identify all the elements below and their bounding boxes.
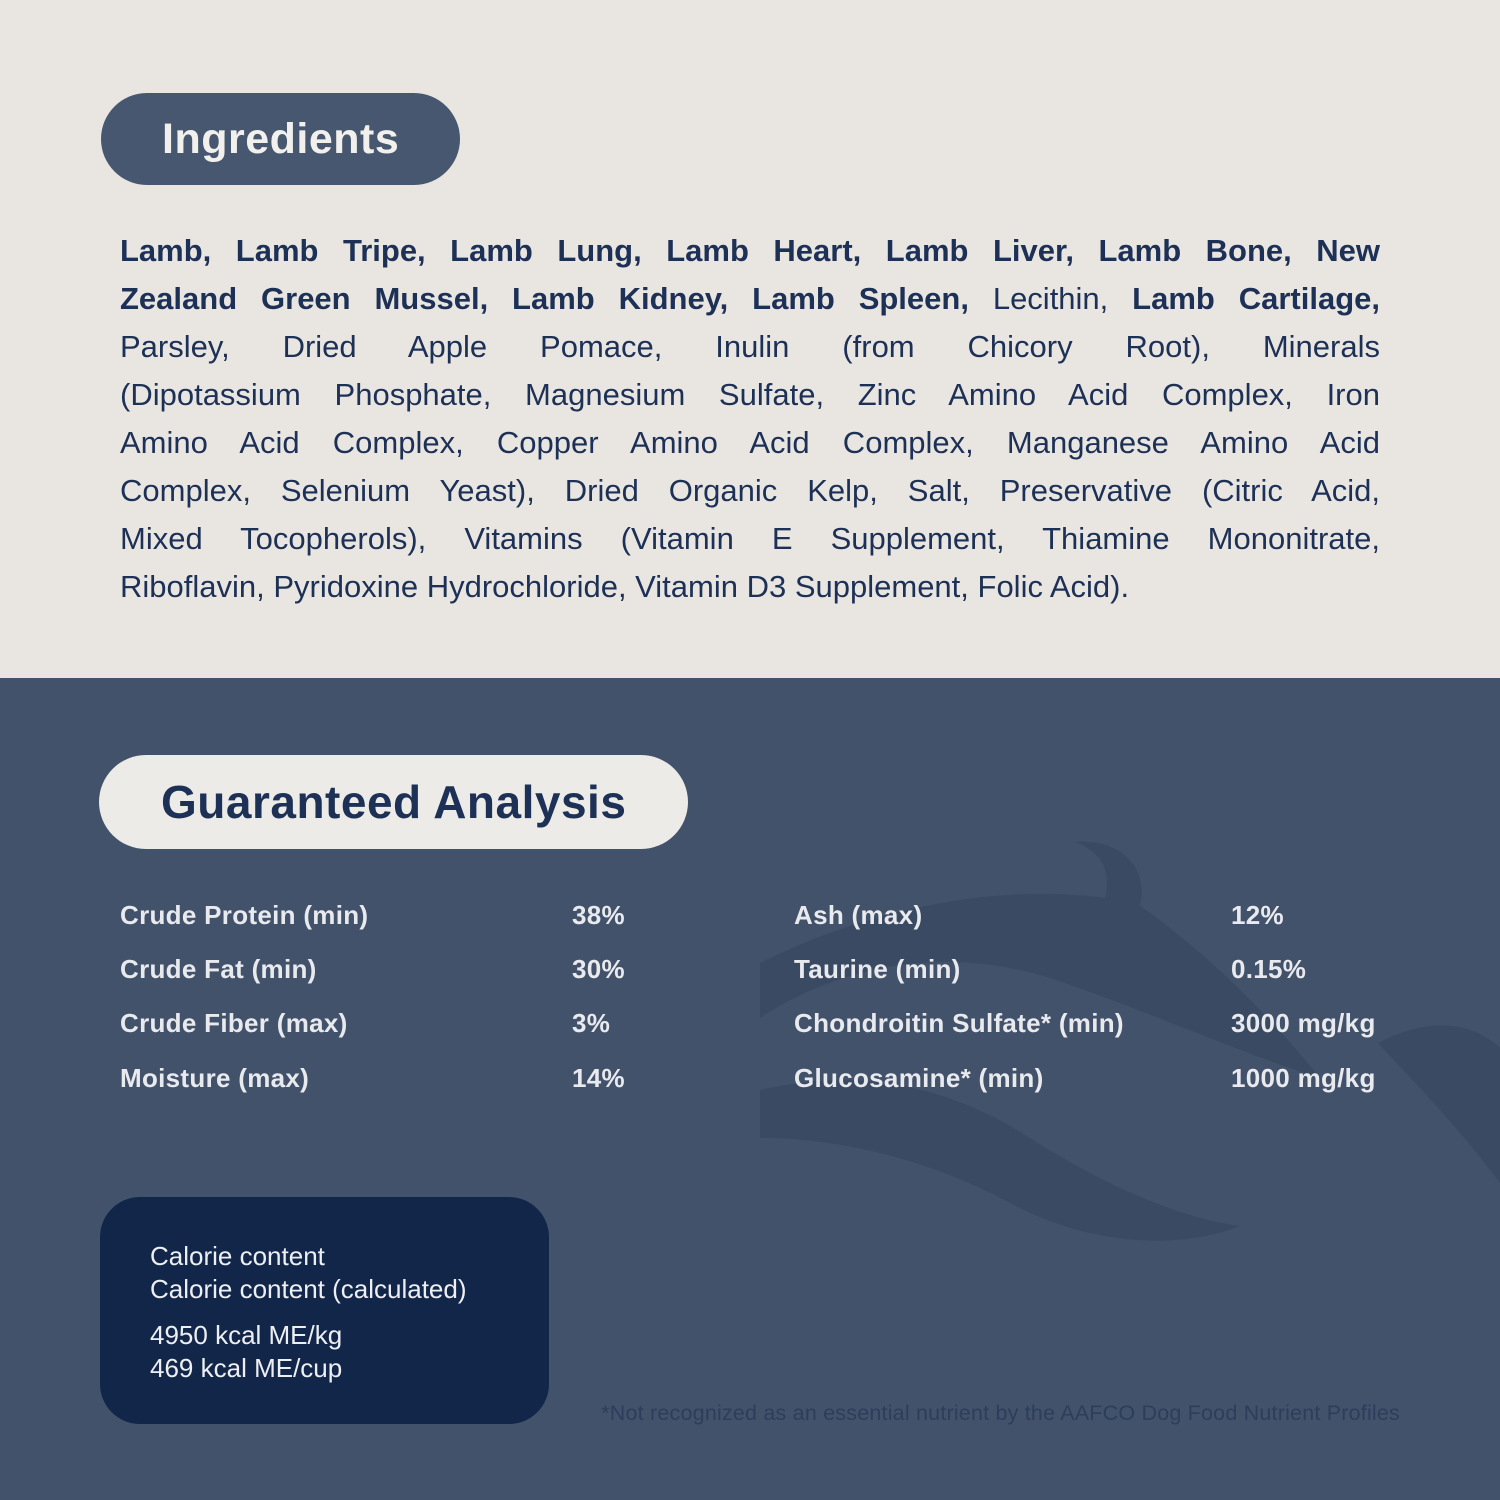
- analysis-value: 1000 mg/kg: [1231, 1062, 1376, 1093]
- ingredients-line-text: Parsley, Dried Apple Pomace, Inulin (from Chicory Root), Minerals: [120, 329, 1380, 364]
- ingredients-line-text: Riboflavin, Pyridoxine Hydrochloride, Vitamin D3 Supplement, Folic Acid).: [120, 569, 1130, 604]
- analysis-label: Crude Fat (min): [120, 953, 317, 984]
- analysis-value: 3000 mg/kg: [1231, 1008, 1376, 1039]
- calorie-heading-calculated: Calorie content (calculated): [150, 1274, 467, 1304]
- analysis-value: 30%: [572, 953, 625, 984]
- calorie-content-box: [100, 1197, 549, 1424]
- ingredients-line-text: Complex, Selenium Yeast), Dried Organic Kelp, Salt, Preservative (Citric Acid,: [120, 473, 1380, 508]
- ingredients-badge: [101, 93, 460, 185]
- analysis-label: Glucosamine* (min): [794, 1062, 1044, 1093]
- ingredients-line-text: Lecithin,: [968, 281, 1133, 316]
- ingredients-line-text: Amino Acid Complex, Copper Amino Acid Complex, Manganese Amino Acid: [120, 425, 1380, 460]
- analysis-label: Ash (max): [794, 899, 923, 930]
- analysis-value: 14%: [572, 1062, 625, 1093]
- ingredients-line: [120, 515, 1380, 563]
- analysis-table: [120, 888, 1420, 1105]
- ingredients-paragraph: [120, 227, 1380, 611]
- ingredients-line: [120, 323, 1380, 371]
- guaranteed-analysis-badge-label: Guaranteed Analysis: [161, 776, 627, 828]
- ingredients-line: [120, 227, 1380, 275]
- analysis-label: Crude Fiber (max): [120, 1008, 348, 1039]
- analysis-label: Taurine (min): [794, 953, 961, 984]
- ingredients-line-text: Zealand Green Mussel, Lamb Kidney, Lamb Spleen,: [120, 281, 969, 316]
- ingredients-line-text: (Dipotassium Phosphate, Magnesium Sulfate, Zinc Amino Acid Complex, Iron: [120, 377, 1380, 412]
- calorie-heading: Calorie content: [150, 1241, 325, 1271]
- analysis-value: 38%: [572, 899, 625, 930]
- analysis-label: Moisture (max): [120, 1062, 310, 1093]
- aafco-footnote: *Not recognized as an essential nutrient by the AAFCO Dog Food Nutrient Profiles: [601, 1401, 1400, 1425]
- guaranteed-analysis-section: [0, 678, 1500, 1500]
- analysis-value: 0.15%: [1231, 953, 1307, 984]
- ingredients-line-text: Mixed Tocopherols), Vitamins (Vitamin E Supplement, Thiamine Mononitrate,: [120, 521, 1380, 556]
- calorie-value-cup: 469 kcal ME/cup: [150, 1353, 343, 1383]
- ingredients-line: [120, 467, 1380, 515]
- ingredients-line-text: Lamb Cartilage,: [1132, 281, 1380, 316]
- analysis-label: Chondroitin Sulfate* (min): [794, 1008, 1124, 1039]
- analysis-label: Crude Protein (min): [120, 899, 369, 930]
- ingredients-line: [120, 563, 1380, 611]
- analysis-value: 3%: [572, 1008, 611, 1039]
- ingredients-line: [120, 419, 1380, 467]
- ingredients-line: [120, 275, 1380, 323]
- calorie-value-kg: 4950 kcal ME/kg: [150, 1320, 343, 1350]
- ingredients-badge-label: Ingredients: [162, 115, 400, 163]
- ingredients-line-text: Lamb, Lamb Tripe, Lamb Lung, Lamb Heart, Lamb Liver, Lamb Bone, New: [120, 233, 1380, 268]
- ingredients-line: [120, 371, 1380, 419]
- ingredients-section: [0, 0, 1500, 678]
- analysis-value: 12%: [1231, 899, 1284, 930]
- guaranteed-analysis-badge: [99, 755, 688, 849]
